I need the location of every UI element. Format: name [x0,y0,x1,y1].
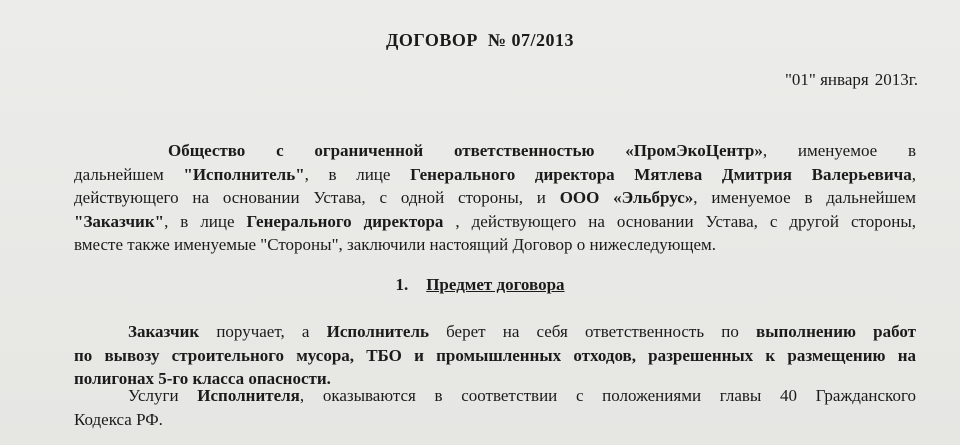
intro-text: действующего на основании Устава, с одной стороны, и [74,188,560,207]
executor-label: Исполнитель [326,322,429,341]
services-text: , оказываются в соответствии с положениями главы 40 Гражданского [299,386,916,405]
contract-date [785,70,918,90]
contract-number: № 07/2013 [487,30,574,50]
intro-text: , действующего на основании Устава, с другой стороны, [443,211,916,231]
services-line-2: Кодекса РФ. [74,409,163,429]
contract-date-year: 2013г. [874,70,918,89]
subject-line-3: полигонах 5-го класса опасности. [74,369,331,388]
work-description: выполнению работ [756,322,917,341]
executor-label: Исполнителя [197,386,300,405]
subject-line-1 [74,320,916,344]
contract-date-day: "01" января [784,70,869,89]
services-paragraph [74,384,916,431]
subject-line-2: по вывозу строительного мусора, ТБО и промышленных отходов, разрешенных к размещению на [74,345,916,365]
section-number: 1. [395,275,409,294]
subject-text: поручает, а [199,322,327,341]
customer-label: "Заказчик" [74,211,165,231]
contract-title-text: ДОГОВОР [386,30,478,50]
intro-text: , в лице [164,211,247,231]
intro-text: , именуемое в [762,141,917,160]
customer-label: Заказчик [128,322,200,341]
subject-text: берет на себя ответственность по [428,322,757,341]
executor-company-name: Общество с ограниченной ответственностью «ПромЭкоЦентр» [168,141,763,160]
intro-text: , в лице [304,164,411,184]
intro-text: , именуемое в дальнейшем [693,188,916,207]
contract-title [0,30,960,51]
intro-line-3 [74,186,916,210]
subject-paragraph [74,320,916,391]
intro-line-5: вместе также именуемые "Стороны", заключили настоящий Договор о нижеследующем. [74,235,717,254]
section-title: Предмет договора [426,275,565,294]
executor-label: "Исполнитель" [183,164,305,184]
customer-company-name: ООО «Эльбрус» [559,188,694,207]
intro-line-4 [74,210,916,234]
intro-line-1 [74,139,916,163]
intro-text: , [911,164,916,184]
executor-director: Генерального директора Мятлева Дмитрия Валерьевича [410,164,912,184]
services-text: Услуги [128,386,198,405]
customer-director: Генерального директора [246,211,444,231]
services-line-1 [74,384,916,408]
intro-paragraph [74,139,916,257]
intro-text: дальнейшем [74,164,184,184]
section-heading [0,275,960,295]
intro-line-2 [74,163,916,187]
